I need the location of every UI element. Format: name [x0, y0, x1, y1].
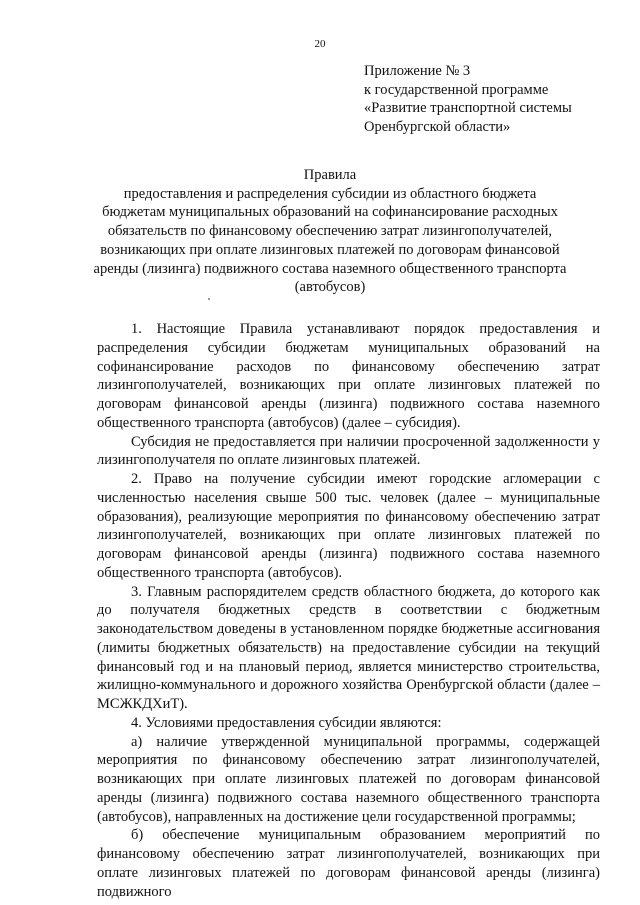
paragraph-4: 4. Условиями предоставления субсидии являются: — [131, 714, 442, 731]
page-number: 20 — [314, 38, 326, 50]
paragraph-2: 2. Право на получение субсидии имеют городские агломерации с численностью населения свыше 500 тыс. человек (далее – муниципальные образования), реализующие мероприятия по финансовому обеспечению затрат лизингополучателей, возникающих при оплате лизинговых платежей по договорам финансовой аренды (лизинга) подвижного состава наземного общественного транспорта (автобусов). — [97, 471, 600, 581]
appendix-line: к государственной программе — [364, 81, 549, 98]
rules-title-line: обязательств по финансовому обеспечению затрат лизингополучателей, — [107, 223, 553, 240]
scan-speck — [208, 298, 210, 300]
rules-title-line: возникающих при оплате лизинговых платежей по договорам финансовой — [100, 241, 560, 258]
document-body — [97, 320, 600, 901]
paragraph-4b: б) обеспечение муниципальным образованием мероприятий по финансовому обеспечению затрат лизингополучателей, возникающих при оплате лизинговых платежей по договорам финансовой аренды (лизинга) подвижного — [97, 827, 600, 900]
appendix-line: Оренбургской области» — [364, 119, 511, 136]
paragraph-4a: а) наличие утвержденной муниципальной программы, содержащей мероприятия по финансовому обеспечению затрат лизингополучателей, возникающих при оплате лизинговых платежей по договорам финансовой аренды (лизинга) подвижного состава наземного общественного транспорта (автобусов), направленных на достижение цели государственной программы; — [97, 733, 600, 825]
rules-title-line: бюджетам муниципальных образований на софинансирование расходных — [102, 204, 558, 221]
paragraph-3: 3. Главным распорядителем средств областного бюджета, до которого как до получателя бюджетных средств в соответствии с бюджетным законодательством доведены в установленном порядке бюджетные ассигнования (лимиты бюджетных обязательств) на предоставление субсидии на текущий финансовый год и на плановый период, является министерство строительства, жилищно-коммунального и дорожного хозяйства Оренбургской области (далее – МСЖКДХиТ). — [97, 583, 600, 712]
rules-heading: Правила — [303, 167, 357, 183]
paragraph-1-note: Субсидия не предоставляется при наличии просроченной задолженности у лизингополучателя по оплате лизинговых платежей. — [97, 433, 600, 469]
appendix-line: «Развитие транспортной системы — [364, 100, 572, 117]
paragraph-1: 1. Настоящие Правила устанавливают порядок предоставления и распределения субсидии бюджетам муниципальных образований на софинансирование расходов по финансовому обеспечению затрат лизингополучателей, возникающих при оплате лизинговых платежей по договорам финансовой аренды (лизинга) подвижного состава наземного общественного транспорта (автобусов) (далее – субсидия). — [97, 321, 600, 431]
rules-title-line: предоставления и распределения субсидии из областного бюджета — [123, 185, 537, 202]
appendix-line: Приложение № 3 — [364, 63, 471, 79]
rules-title-line: аренды (лизинга) подвижного состава наземного общественного транспорта — [93, 260, 567, 277]
rules-title — [60, 166, 600, 297]
appendix-header — [364, 62, 572, 137]
rules-title-line: (автобусов) — [294, 279, 366, 296]
